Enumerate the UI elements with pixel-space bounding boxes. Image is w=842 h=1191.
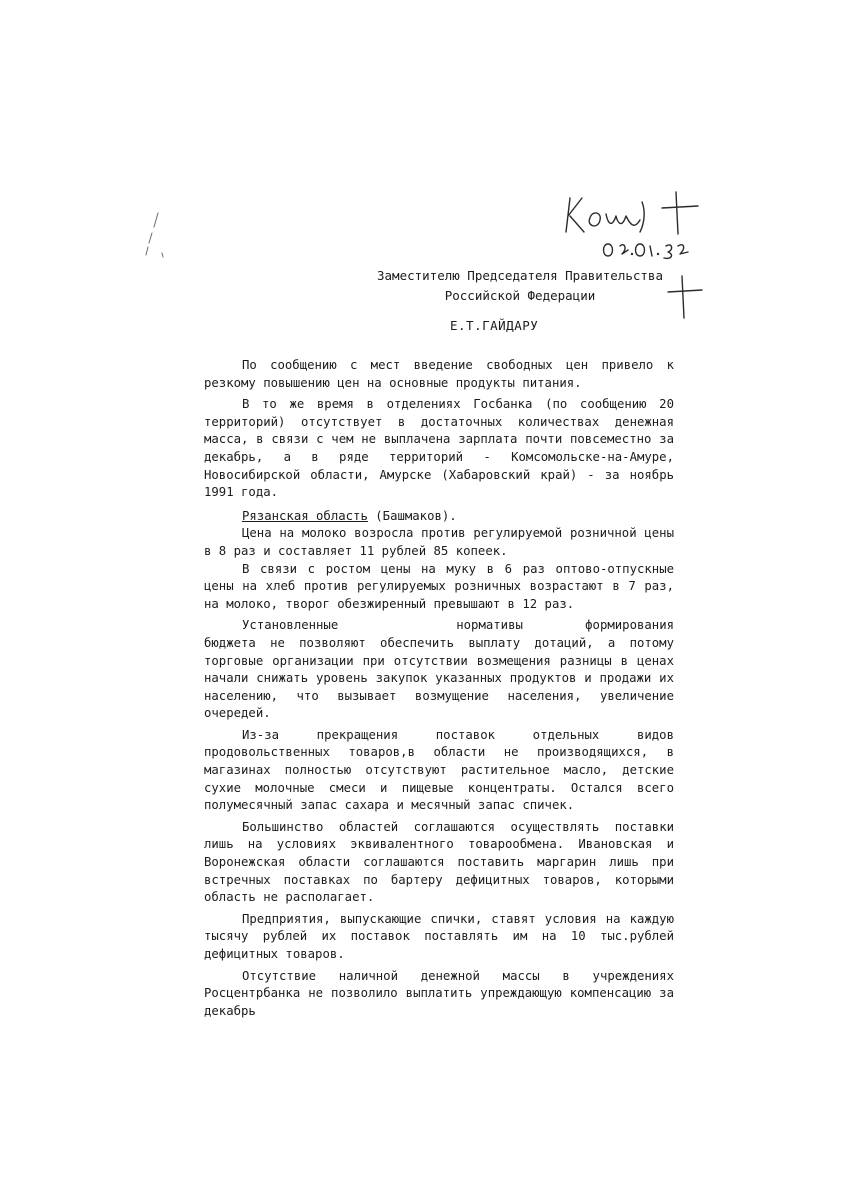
region-name: Рязанская область (242, 508, 368, 523)
letter-body (204, 357, 674, 1024)
paragraph-bread-price: В связи с ростом цены на муку в 6 раз оптово-отпускные цены на хлеб против регулируемых розничных возрастают в 7 раз, на молоко, творог обезжиренный превышают в 12 раз. (204, 561, 674, 611)
paragraph-supply-cut: Из-за прекращения поставок отдельных видов продовольственных товаров,в области не производящихся, в магазинах полностью отсутствуют растительное масло, детские сухие молочные смеси и пищевые концентраты. Остался всего полумесячный запас сахара и месячный запас спичек. (204, 727, 674, 813)
norms-rest: нормативы формирования бюджета не позволяют обеспечить выплату дотаций, а потому торговые организации при отсутствии возмещения разницы в ценах начали снижать уровень закупок указанных продуктов и продажи их населению, что вызывает возмущение населения, увеличение очередей. (204, 618, 674, 721)
paragraph-milk-price: Цена на молоко возросла против регулируемой розничной цены в 8 раз и составляет 11 рублей 85 копеек. (204, 526, 674, 558)
addressee-line-1: Заместителю Председателя Правительства (377, 268, 663, 283)
norms-start: Установленные (242, 618, 339, 633)
margin-marks (140, 205, 170, 260)
paragraph-price-rise: По сообщению с мест введение свободных цен привело к резкому повышению цен на основные продукты питания. (204, 358, 674, 390)
region-person: (Башмаков). (375, 508, 457, 523)
paragraph-matches: Предприятия, выпускающие спички, ставят условия на каждую тысячу рублей их поставок поставлять им на 10 тыс.рублей дефицитных товаров. (204, 911, 674, 961)
paragraph-budget-norms (204, 617, 674, 723)
paragraph-barter: Большинство областей соглашаются осуществлять поставки лишь на условиях эквивалентного товарообмена. Ивановская и Воронежская области соглашаются поставить маргарин лишь при встречных поставках по бартеру дефицитных товаров, которыми область не располагает. (204, 819, 674, 905)
paragraph-compensation: Отсутствие наличной денежной массы в учреждениях Росцентрбанка не позволило выплатить упреждающую компенсацию за декабрь (204, 968, 674, 1018)
paragraph-cash-shortage: В то же время в отделениях Госбанка (по сообщению 20 территорий) отсутствует в достаточных количествах денежная масса, в связи с чем не выплачена зарплата почти повсеместно за декабрь, а в ряде территорий - Комсомольске-на-Амуре, Новосибирской области, Амурске (Хабаровский край) - за ноябрь 1991 года. (204, 397, 674, 500)
recipient-name: Е.Т.ГАЙДАРУ (450, 318, 539, 333)
addressee-block (300, 266, 740, 306)
handwritten-annotation (560, 190, 730, 330)
region-heading (204, 508, 674, 526)
addressee-line-2: Российской Федерации (444, 288, 596, 303)
